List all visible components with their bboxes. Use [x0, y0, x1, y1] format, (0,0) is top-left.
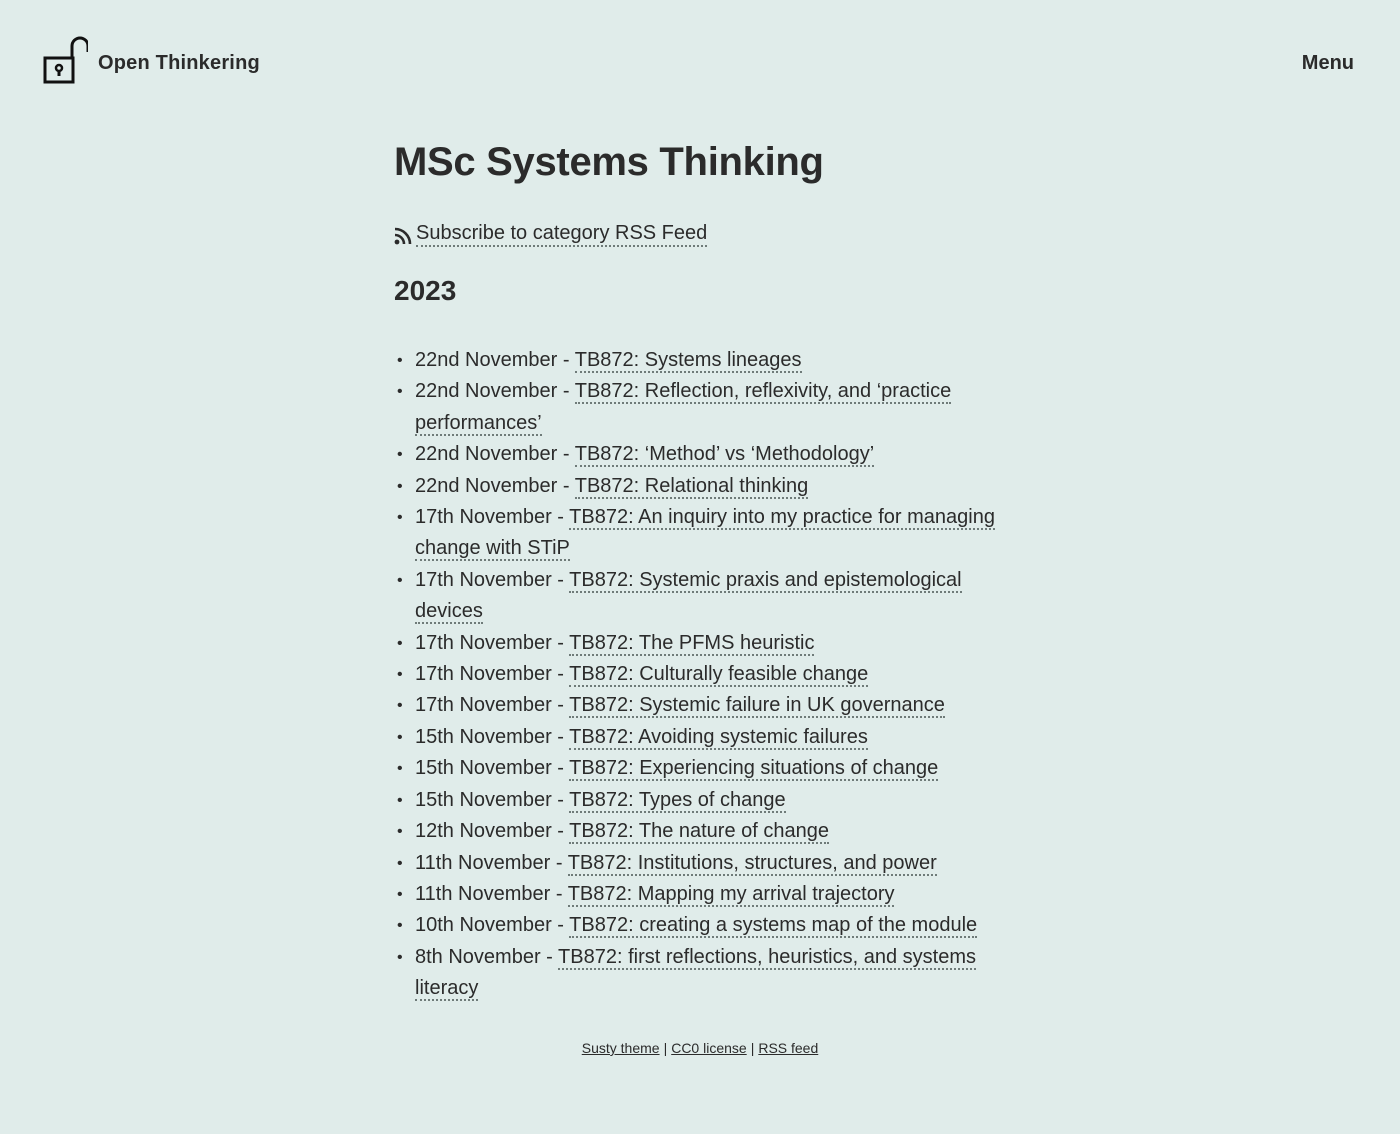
site-name: Open Thinkering	[98, 51, 260, 74]
post-date: 17th November	[415, 568, 552, 591]
post-link[interactable]: TB872: Systemic failure in UK governance	[569, 694, 945, 717]
bullet-marker: •	[397, 383, 403, 401]
post-date: 15th November	[415, 757, 552, 780]
site-header	[0, 0, 1400, 120]
post-date: 17th November	[415, 663, 552, 686]
menu-button[interactable]: Menu	[1301, 52, 1354, 74]
post-date: 10th November	[415, 914, 552, 937]
post-link[interactable]: TB872: Types of change	[569, 788, 786, 811]
bullet-marker: •	[397, 854, 403, 872]
list-item: • 17th November - TB872: An inquiry into my practice for managing change with STiP	[394, 502, 1015, 565]
post-date: 17th November	[415, 506, 552, 529]
list-item: • 8th November - TB872: first reflections, heuristics, and systems literacy	[394, 942, 1015, 1005]
bullet-marker: •	[397, 823, 403, 841]
post-link[interactable]: TB872: Systemic praxis and epistemological devices	[415, 568, 962, 623]
list-item: • 22nd November - TB872: ‘Method’ vs ‘Methodology’	[394, 439, 1015, 470]
list-item: • 12th November - TB872: The nature of change	[394, 816, 1015, 847]
footer-separator: |	[663, 1040, 668, 1056]
year-heading: 2023	[394, 275, 457, 306]
post-link[interactable]: TB872: The PFMS heuristic	[569, 631, 815, 654]
bullet-marker: •	[397, 634, 403, 652]
post-date: 22nd November	[415, 349, 558, 371]
license-link[interactable]: CC0 license	[671, 1040, 747, 1056]
bullet-marker: •	[397, 728, 403, 746]
list-item: • 17th November - TB872: The PFMS heuristic	[394, 628, 1015, 659]
list-item: • 17th November - TB872: Culturally feasible change	[394, 659, 1015, 690]
post-link[interactable]: TB872: ‘Method’ vs ‘Methodology’	[574, 443, 875, 466]
post-list	[394, 345, 1034, 1005]
post-date: 15th November	[415, 725, 552, 748]
post-date: 22nd November	[415, 443, 558, 466]
site-footer	[0, 1040, 1400, 1056]
list-item: • 11th November - TB872: Institutions, structures, and power	[394, 848, 1015, 879]
post-link[interactable]: TB872: Institutions, structures, and power	[567, 851, 937, 874]
list-item: • 15th November - TB872: Avoiding systemic failures	[394, 722, 1015, 753]
list-item: • 22nd November - TB872: Systems lineages	[394, 345, 1015, 376]
post-link[interactable]: TB872: Mapping my arrival trajectory	[567, 882, 895, 905]
bullet-marker: •	[397, 666, 403, 684]
list-item: • 15th November - TB872: Types of change	[394, 785, 1015, 816]
list-item: • 22nd November - TB872: Relational thinking	[394, 471, 1015, 502]
bullet-marker: •	[397, 571, 403, 589]
bullet-marker: •	[397, 509, 403, 527]
post-link[interactable]: TB872: creating a systems map of the module	[569, 914, 978, 937]
post-date: 17th November	[415, 694, 552, 717]
rss-feed-link[interactable]: RSS feed	[758, 1040, 819, 1056]
bullet-marker: •	[397, 697, 403, 715]
list-item: • 17th November - TB872: Systemic praxis and epistemological devices	[394, 565, 1015, 628]
list-item: • 15th November - TB872: Experiencing situations of change	[394, 753, 1015, 784]
post-link[interactable]: TB872: The nature of change	[569, 820, 829, 843]
bullet-marker: •	[397, 885, 403, 903]
post-link[interactable]: TB872: first reflections, heuristics, and systems literacy	[415, 945, 976, 1000]
post-date: 22nd November	[415, 474, 558, 497]
bullet-marker: •	[397, 446, 403, 464]
bullet-marker: •	[397, 352, 403, 369]
site-brand-link[interactable]	[42, 34, 260, 86]
post-date: 8th November	[415, 945, 541, 968]
post-date: 11th November	[415, 851, 551, 874]
bullet-marker: •	[397, 791, 403, 809]
post-link[interactable]: TB872: Avoiding systemic failures	[569, 725, 868, 748]
rss-subscribe	[394, 222, 1034, 247]
main-content	[394, 130, 1034, 1005]
bullet-marker: •	[397, 760, 403, 778]
post-link[interactable]: TB872: Experiencing situations of change	[569, 757, 939, 780]
list-item: • 17th November - TB872: Systemic failure in UK governance	[394, 690, 1015, 721]
page-title: MSc Systems Thinking	[394, 140, 824, 184]
post-link[interactable]: TB872: Culturally feasible change	[569, 663, 869, 686]
post-date: 17th November	[415, 631, 552, 654]
bullet-marker: •	[397, 917, 403, 935]
rss-subscribe-link[interactable]: Subscribe to category RSS Feed	[416, 222, 707, 247]
post-date: 11th November	[415, 882, 551, 905]
footer-separator: |	[750, 1040, 755, 1056]
post-link[interactable]: TB872: An inquiry into my practice for managing change with STiP	[415, 506, 995, 560]
theme-link[interactable]: Susty theme	[581, 1040, 660, 1056]
post-link[interactable]: TB872: Systems lineages	[574, 349, 802, 371]
bullet-marker: •	[397, 477, 403, 495]
list-item: • 22nd November - TB872: Reflection, reflexivity, and ‘practice performances’	[394, 376, 1015, 439]
post-date: 12th November	[415, 820, 552, 843]
rss-icon	[394, 227, 412, 245]
post-date: 15th November	[415, 788, 552, 811]
post-link[interactable]: TB872: Reflection, reflexivity, and ‘practice performances’	[415, 380, 952, 434]
bullet-marker: •	[397, 948, 403, 966]
post-link[interactable]: TB872: Relational thinking	[574, 474, 809, 497]
post-date: 22nd November	[415, 380, 558, 403]
list-item: • 10th November - TB872: creating a systems map of the module	[394, 910, 1015, 941]
list-item: • 11th November - TB872: Mapping my arrival trajectory	[394, 879, 1015, 910]
unlocked-padlock-icon	[42, 34, 88, 86]
